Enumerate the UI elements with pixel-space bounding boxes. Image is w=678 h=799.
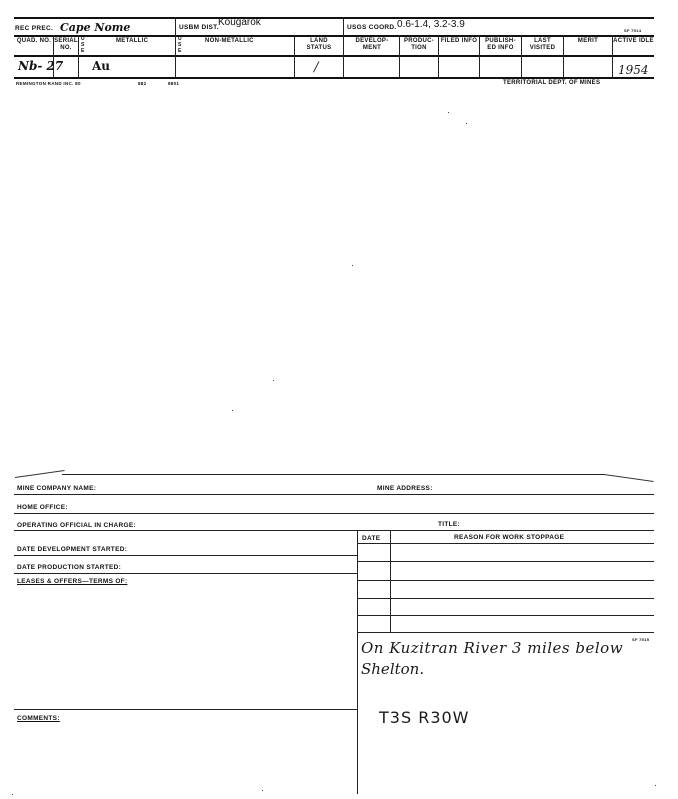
date-col-label: DATE bbox=[362, 535, 381, 542]
usgs-coord-label: USGS COORD. bbox=[347, 24, 397, 31]
divider bbox=[78, 35, 79, 77]
rule bbox=[357, 580, 654, 581]
rule bbox=[14, 530, 654, 531]
col-published-info: PUBLISH- ED INFO bbox=[485, 38, 516, 51]
home-office-label: HOME OFFICE: bbox=[17, 504, 68, 511]
township-note: T3S R30W bbox=[379, 708, 470, 727]
printer-label: REMINGTON RAND INC. 80 bbox=[16, 81, 81, 86]
rule bbox=[14, 513, 654, 514]
date-production-label: DATE PRODUCTION STARTED: bbox=[17, 564, 122, 571]
mine-address-label: MINE ADDRESS: bbox=[377, 485, 433, 492]
speck bbox=[273, 380, 274, 381]
active-idle-value: 1954 bbox=[618, 63, 649, 77]
rec-prec-label: REC PREC. bbox=[15, 25, 54, 32]
divider bbox=[390, 530, 391, 632]
rule bbox=[357, 543, 654, 544]
code-2: 8801 bbox=[168, 81, 180, 86]
curl-right bbox=[604, 474, 654, 482]
curl-left bbox=[15, 470, 65, 478]
col-quad-no: QUAD. NO. bbox=[16, 38, 52, 44]
col-merit: MERIT bbox=[577, 38, 599, 44]
usbm-dist-value: Kougarok bbox=[218, 17, 261, 28]
comments-label: COMMENTS: bbox=[17, 715, 60, 722]
rule bbox=[14, 709, 357, 710]
speck bbox=[262, 790, 263, 791]
divider bbox=[175, 17, 176, 77]
col-use-1: U S E bbox=[81, 36, 85, 54]
title-label: TITLE: bbox=[438, 521, 461, 528]
speck bbox=[655, 785, 656, 786]
rule bbox=[14, 573, 357, 574]
col-serial-no: SERIAL NO. bbox=[54, 38, 78, 51]
dept-label: TERRITORIAL DEPT. OF MINES bbox=[503, 80, 601, 86]
land-status-value: / bbox=[314, 60, 319, 75]
divider bbox=[343, 17, 344, 77]
col-last-visited: LAST VISITED bbox=[529, 38, 556, 51]
usbm-dist-label: USBM DIST. bbox=[179, 24, 219, 31]
col-header-rule bbox=[14, 55, 654, 57]
divider bbox=[357, 530, 358, 794]
col-filed-info: FILED INFO bbox=[440, 38, 478, 44]
header-rule bbox=[14, 35, 654, 37]
divider bbox=[294, 35, 295, 77]
leases-label: LEASES & OFFERS—TERMS OF: bbox=[17, 578, 128, 585]
rule bbox=[357, 615, 654, 616]
code-1: 882 bbox=[138, 81, 147, 86]
rec-prec-value: Cape Nome bbox=[60, 21, 131, 34]
form-number-2: SF 7515 bbox=[632, 637, 650, 642]
col-production: PRODUC- TION bbox=[403, 38, 435, 51]
rule bbox=[14, 494, 654, 495]
note-line-1: On Kuzitran River 3 miles below bbox=[361, 639, 624, 657]
rule bbox=[14, 555, 357, 556]
metallic-value: Au bbox=[92, 59, 111, 73]
date-development-label: DATE DEVELOPMENT STARTED: bbox=[17, 546, 128, 553]
col-land-status: LAND STATUS bbox=[306, 38, 332, 51]
speck bbox=[466, 123, 467, 124]
speck bbox=[232, 410, 233, 411]
rule bbox=[357, 561, 654, 562]
top-rule-lower bbox=[62, 474, 604, 475]
reason-col-label: REASON FOR WORK STOPPAGE bbox=[454, 534, 565, 541]
speck bbox=[12, 794, 13, 795]
col-non-metallic: NON-METALLIC bbox=[205, 38, 254, 44]
quad-serial-value: Nb- 27 bbox=[18, 59, 64, 73]
speck bbox=[448, 112, 449, 113]
operating-official-label: OPERATING OFFICIAL IN CHARGE: bbox=[17, 522, 136, 529]
top-rule bbox=[14, 17, 654, 19]
mine-company-name-label: MINE COMPANY NAME: bbox=[17, 485, 97, 492]
row-bottom-rule bbox=[14, 77, 654, 79]
col-development: DEVELOP- MENT bbox=[355, 38, 389, 51]
usgs-coord-value: 0.6-1.4, 3.2-3.9 bbox=[397, 19, 465, 30]
rule bbox=[357, 632, 654, 633]
col-active-idle: ACTIVE IDLE bbox=[613, 38, 654, 44]
speck bbox=[352, 265, 353, 266]
rule bbox=[357, 598, 654, 599]
col-use-2: U S E bbox=[178, 36, 182, 54]
note-line-2: Shelton. bbox=[361, 660, 425, 678]
col-metallic: METALLIC bbox=[116, 38, 149, 44]
form-number: SF 7514 bbox=[624, 28, 642, 33]
